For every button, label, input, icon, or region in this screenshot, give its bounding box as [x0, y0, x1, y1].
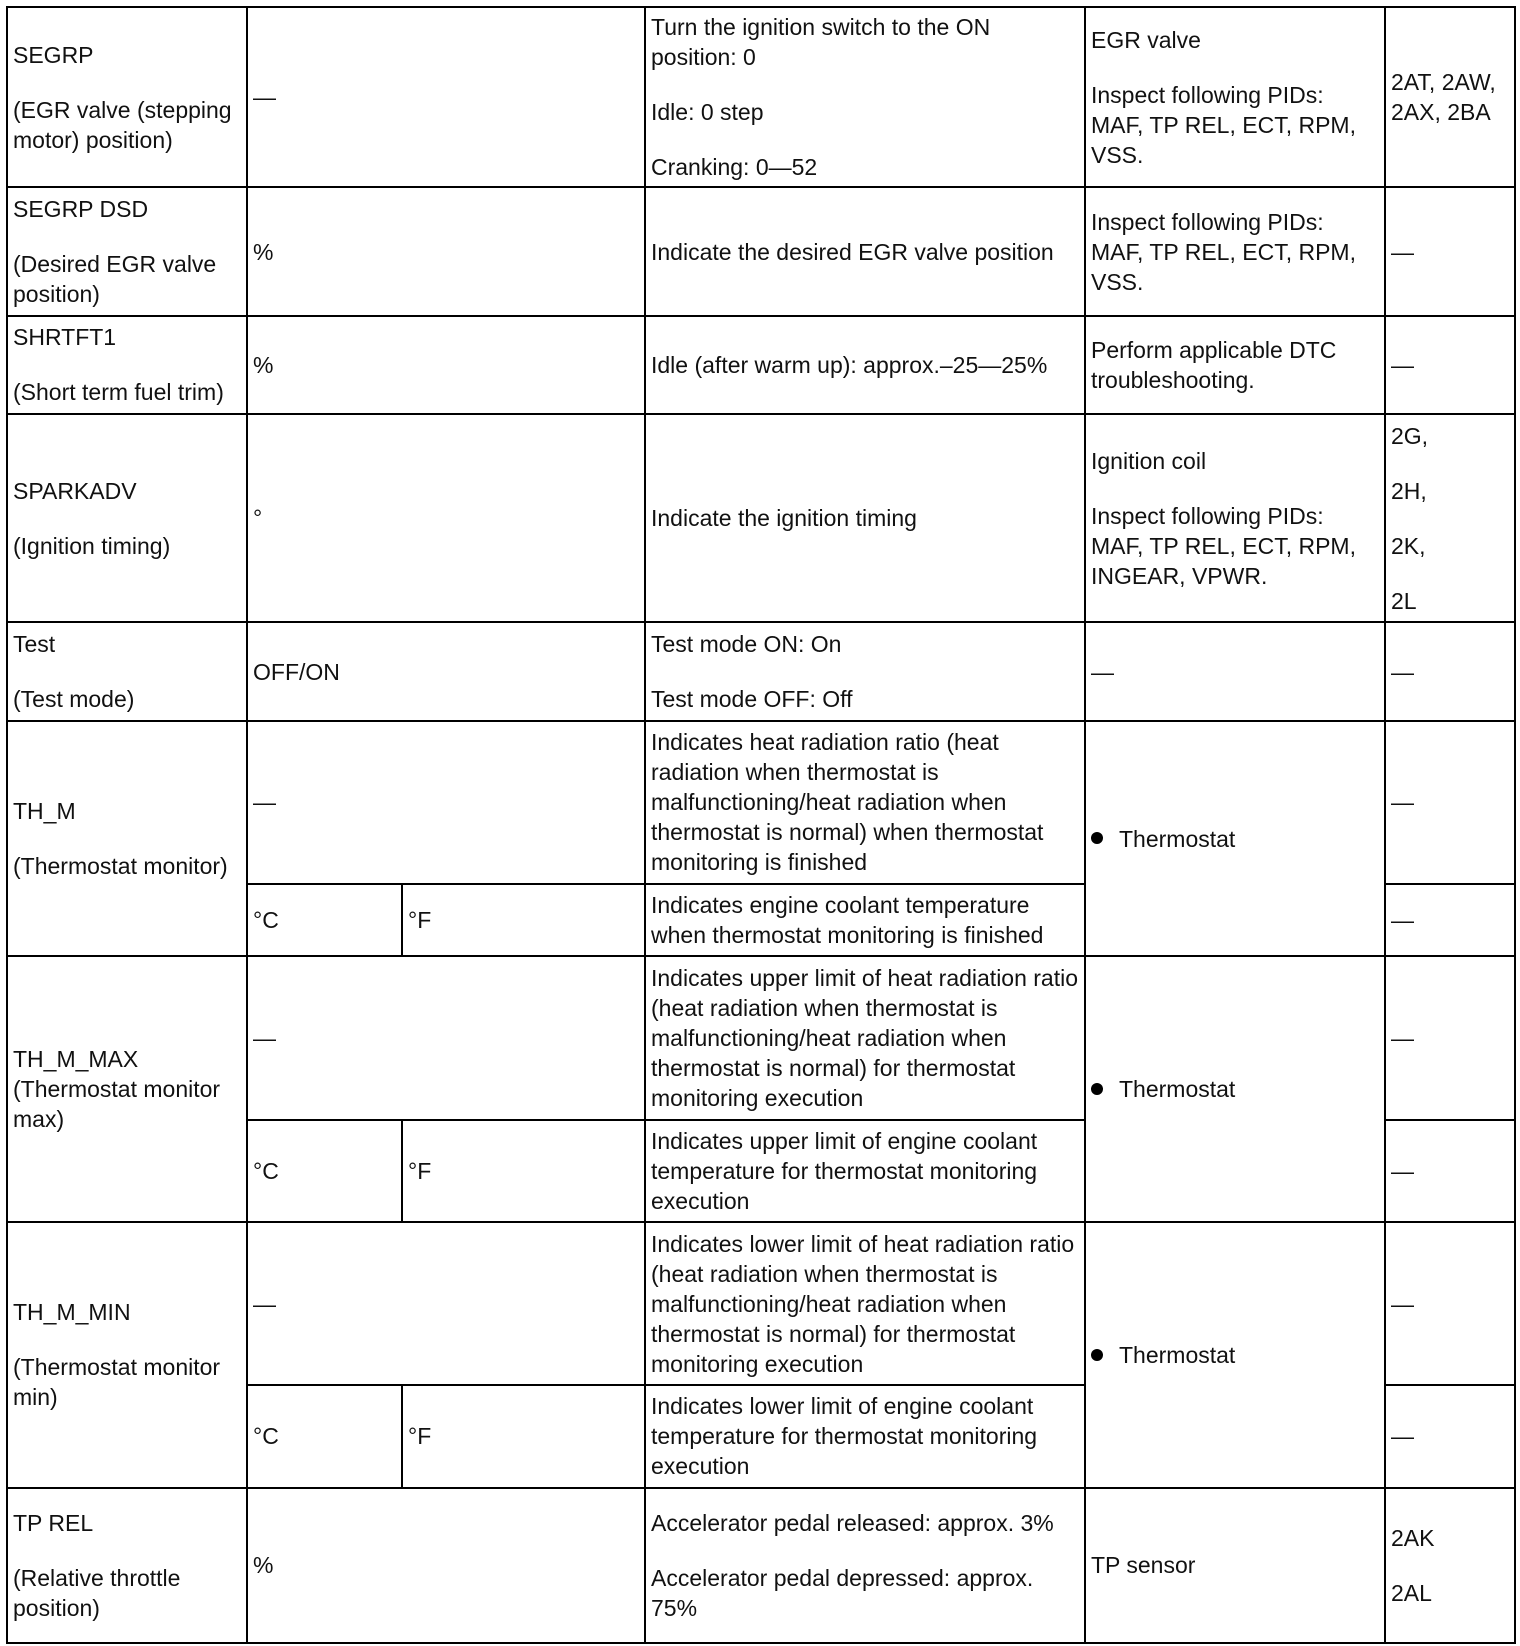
dtc-cell: — — [1385, 721, 1515, 884]
unit-cell: — — [247, 956, 645, 1119]
condition-cell: Idle (after warm up): approx.–25—25% — [645, 316, 1085, 414]
unit-cell: — — [247, 1222, 645, 1385]
condition-cell: Indicates upper limit of engine coolant temperature for thermostat monitoring execution — [645, 1120, 1085, 1222]
table-row — [7, 1222, 1515, 1385]
condition-cell: Indicates heat radiation ratio (heat radiation when thermostat is malfunctioning/heat radiation when thermostat is normal) when thermostat monitoring is finished — [645, 721, 1085, 884]
condition-cell: Indicates lower limit of engine coolant temperature for thermostat monitoring execution — [645, 1385, 1085, 1487]
action-line: Ignition coil — [1091, 447, 1207, 474]
pid-name: Test — [13, 631, 56, 658]
dtc-cell: — — [1385, 956, 1515, 1119]
dtc-cell: — — [1385, 622, 1515, 720]
action-cell — [1085, 414, 1385, 623]
dtc-cell: — — [1385, 187, 1515, 315]
table-row — [7, 316, 1515, 414]
dtc-cell — [1385, 1488, 1515, 1643]
condition-line: Test mode ON: On — [651, 631, 842, 658]
dtc-cell: — — [1385, 1120, 1515, 1222]
pid-cell — [7, 721, 247, 957]
condition-cell: Indicate the desired EGR valve position — [645, 187, 1085, 315]
pid-name: SHRTFT1 — [13, 324, 117, 351]
unit-fahrenheit: °F — [402, 1385, 645, 1487]
condition-cell — [645, 7, 1085, 187]
pid-cell — [7, 316, 247, 414]
condition-cell: Indicates engine coolant temperature when thermostat monitoring is finished — [645, 884, 1085, 956]
table-row — [7, 7, 1515, 187]
dtc-code: 2L — [1391, 587, 1417, 614]
unit-celsius: °C — [247, 884, 402, 956]
action-cell — [1085, 1222, 1385, 1488]
condition-line: Idle: 0 step — [651, 99, 764, 126]
dtc-cell: — — [1385, 316, 1515, 414]
pid-description: (Thermostat monitor max) — [13, 1076, 221, 1133]
table-row — [7, 1488, 1515, 1643]
condition-line: Cranking: 0—52 — [651, 154, 818, 181]
pid-cell — [7, 414, 247, 623]
dtc-code: 2K, — [1391, 532, 1426, 559]
unit-cell: — — [247, 7, 645, 187]
bullet-icon — [1091, 1083, 1103, 1095]
pid-description: (Relative throttle position) — [13, 1564, 181, 1621]
condition-line: Turn the ignition switch to the ON position: 0 — [651, 14, 991, 71]
dtc-cell: — — [1385, 1385, 1515, 1487]
action-cell: Perform applicable DTC troubleshooting. — [1085, 316, 1385, 414]
action-text: Thermostat — [1119, 1076, 1236, 1103]
pid-description: (EGR valve (stepping motor) position) — [13, 96, 232, 153]
pid-description: (Thermostat monitor) — [13, 853, 228, 879]
table-row — [7, 721, 1515, 884]
action-text: Thermostat — [1119, 825, 1236, 852]
pid-cell — [7, 187, 247, 315]
condition-cell: Indicates upper limit of heat radiation ratio (heat radiation when thermostat is malfunctioning/heat radiation when thermostat is normal) for thermostat monitoring execution — [645, 956, 1085, 1119]
condition-line: Accelerator pedal depressed: approx. 75% — [651, 1564, 1034, 1621]
table-row — [7, 414, 1515, 623]
action-line: Inspect following PIDs: MAF, TP REL, ECT, RPM, INGEAR, VPWR. — [1091, 502, 1356, 589]
pid-name: SEGRP DSD — [13, 196, 149, 223]
pid-cell — [7, 7, 247, 187]
dtc-code: 2G, — [1391, 422, 1429, 449]
pid-monitor-table — [6, 6, 1516, 1644]
dtc-cell — [1385, 414, 1515, 623]
pid-name: TH_M_MAX — [13, 1046, 139, 1073]
unit-cell: OFF/ON — [247, 622, 645, 720]
table-row — [7, 622, 1515, 720]
action-line: EGR valve — [1091, 26, 1201, 53]
condition-line: Accelerator pedal released: approx. 3% — [651, 1509, 1054, 1536]
bullet-icon — [1091, 1349, 1103, 1361]
action-cell: TP sensor — [1085, 1488, 1385, 1643]
unit-celsius: °C — [247, 1385, 402, 1487]
unit-fahrenheit: °F — [402, 884, 645, 956]
action-line: Inspect following PIDs: MAF, TP REL, ECT, RPM, VSS. — [1091, 81, 1356, 168]
pid-name: TH_M — [13, 798, 76, 824]
table-row — [7, 187, 1515, 315]
action-cell — [1085, 956, 1385, 1222]
unit-cell: % — [247, 187, 645, 315]
pid-name: TH_M_MIN — [13, 1299, 131, 1326]
unit-fahrenheit: °F — [402, 1120, 645, 1222]
pid-cell — [7, 1488, 247, 1643]
condition-cell — [645, 622, 1085, 720]
pid-name: TP REL — [13, 1509, 94, 1536]
bullet-icon — [1091, 832, 1103, 844]
pid-cell — [7, 622, 247, 720]
condition-line: Test mode OFF: Off — [651, 686, 853, 713]
pid-description: (Test mode) — [13, 686, 135, 713]
dtc-cell: 2AT, 2AW, 2AX, 2BA — [1385, 7, 1515, 187]
unit-cell: — — [247, 721, 645, 884]
action-cell — [1085, 7, 1385, 187]
pid-description: (Ignition timing) — [13, 532, 171, 559]
action-text: Thermostat — [1119, 1341, 1236, 1368]
pid-description: (Thermostat monitor min) — [13, 1354, 221, 1411]
dtc-cell: — — [1385, 884, 1515, 956]
unit-cell: % — [247, 316, 645, 414]
unit-cell: % — [247, 1488, 645, 1643]
dtc-code: 2H, — [1391, 477, 1427, 504]
table-row — [7, 956, 1515, 1119]
condition-cell — [645, 1488, 1085, 1643]
condition-cell: Indicates lower limit of heat radiation ratio (heat radiation when thermostat is malfunctioning/heat radiation when thermostat is normal) for thermostat monitoring execution — [645, 1222, 1085, 1385]
pid-description: (Desired EGR valve position) — [13, 251, 217, 308]
dtc-cell: — — [1385, 1222, 1515, 1385]
pid-name: SPARKADV — [13, 477, 137, 504]
pid-description: (Short term fuel trim) — [13, 379, 224, 406]
unit-celsius: °C — [247, 1120, 402, 1222]
action-cell — [1085, 721, 1385, 957]
pid-cell — [7, 1222, 247, 1488]
action-cell: — — [1085, 622, 1385, 720]
pid-name: SEGRP — [13, 41, 94, 68]
pid-cell — [7, 956, 247, 1222]
unit-cell: ° — [247, 414, 645, 623]
dtc-code: 2AL — [1391, 1579, 1432, 1606]
action-cell: Inspect following PIDs: MAF, TP REL, ECT, RPM, VSS. — [1085, 187, 1385, 315]
condition-cell: Indicate the ignition timing — [645, 414, 1085, 623]
dtc-code: 2AK — [1391, 1524, 1435, 1551]
